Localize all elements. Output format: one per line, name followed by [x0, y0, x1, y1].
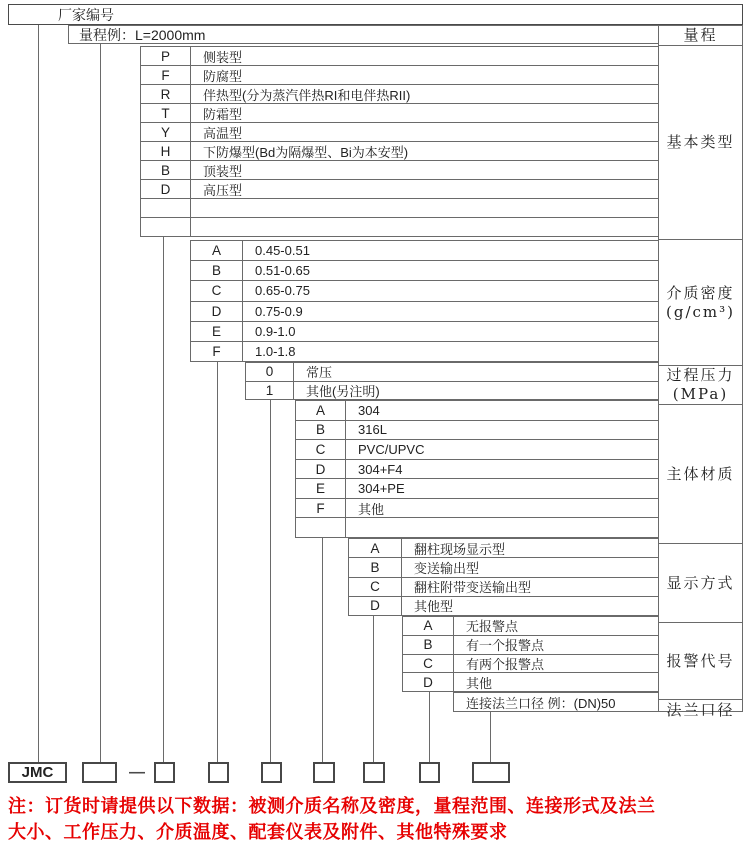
section-flange [453, 692, 658, 712]
connector-line-display [373, 616, 374, 762]
code-box-3 [208, 762, 229, 783]
spec-row [141, 161, 658, 180]
section-alarm [402, 616, 658, 692]
range-row [68, 25, 658, 44]
manufacturer-label: 厂家编号 [58, 6, 114, 23]
spec-value-cell: 316L [358, 422, 387, 438]
connector-line-basic_type [163, 237, 164, 762]
model-code-box: JMC [8, 762, 67, 783]
spec-value-cell: 连接法兰口径 例：(DN)50 [466, 695, 616, 711]
spec-row [403, 636, 658, 655]
spec-row [191, 302, 658, 322]
spec-row [141, 218, 658, 237]
spec-value-cell: 0.45-0.51 [255, 243, 310, 259]
category-label-text: 主体材质 [666, 464, 735, 483]
spec-row [349, 558, 658, 577]
spec-row [349, 539, 658, 558]
category-label-display [659, 544, 742, 623]
spec-code-cell: B [349, 558, 402, 576]
spec-code-cell: H [141, 142, 191, 160]
connector-line-manufacturer [38, 25, 39, 762]
spec-value-cell [191, 199, 658, 217]
spec-value-cell: 304+PE [358, 481, 405, 497]
spec-value-cell: 防霜型 [203, 106, 243, 122]
spec-row [296, 460, 658, 480]
category-label-flange [659, 700, 742, 720]
code-separator-dash: — [129, 763, 145, 781]
connector-line-pressure [270, 400, 271, 762]
category-label-text: (MPa) [672, 385, 729, 403]
spec-value-cell: 有一个报警点 [466, 638, 545, 654]
spec-row [141, 85, 658, 104]
code-box-8 [472, 762, 510, 783]
spec-code-cell: E [296, 479, 346, 498]
spec-code-cell [141, 199, 191, 217]
spec-row [296, 401, 658, 421]
spec-value-cell: 0.65-0.75 [255, 283, 310, 299]
spec-code-cell: B [296, 421, 346, 440]
spec-row [403, 655, 658, 674]
section-material [295, 400, 658, 538]
spec-row [141, 104, 658, 123]
category-label-column [658, 25, 743, 719]
spec-value-cell: 304 [358, 402, 380, 418]
spec-row [349, 597, 658, 616]
spec-value-cell: 无报警点 [466, 619, 519, 635]
spec-row [246, 363, 658, 382]
spec-value-cell: 变送输出型 [414, 560, 480, 576]
spec-value-cell [191, 218, 658, 236]
spec-code-cell: A [403, 617, 454, 635]
connector-line-material [322, 538, 323, 762]
spec-code-cell: 0 [246, 363, 294, 381]
connector-line-flange [490, 712, 491, 762]
spec-value-cell: 常压 [306, 365, 333, 381]
category-label-alarm [659, 623, 742, 700]
spec-row [141, 47, 658, 66]
section-density [190, 240, 658, 362]
spec-value-cell: 下防爆型(Bd为隔爆型、Bi为本安型) [203, 144, 409, 160]
spec-code-cell: D [296, 460, 346, 479]
spec-code-cell: F [296, 499, 346, 518]
spec-code-cell: B [403, 636, 454, 654]
connector-line-alarm [429, 692, 430, 762]
spec-row [141, 123, 658, 142]
spec-code-cell: E [191, 322, 243, 341]
spec-row [191, 342, 658, 362]
code-box-7 [419, 762, 440, 783]
category-label-text: 量程 [683, 26, 718, 45]
spec-code-cell: A [349, 539, 402, 557]
category-label-text: 法兰口径 [666, 700, 735, 719]
spec-code-cell: C [296, 440, 346, 459]
spec-value-cell [346, 518, 658, 537]
spec-value-cell: 翻柱附带变送输出型 [414, 580, 532, 596]
spec-row [141, 66, 658, 85]
spec-value-cell: 其他(另注明) [306, 383, 380, 399]
spec-row [296, 421, 658, 441]
category-label-material [659, 405, 742, 544]
code-box-4 [261, 762, 282, 783]
spec-row [246, 382, 658, 401]
spec-code-cell: P [141, 47, 191, 65]
spec-code-cell: C [349, 578, 402, 596]
code-box-5 [313, 762, 335, 783]
spec-code-cell: B [141, 161, 191, 179]
spec-row [141, 180, 658, 199]
spec-code-cell: C [191, 281, 243, 300]
spec-value-cell: 有两个报警点 [466, 656, 545, 672]
spec-code-cell: D [141, 180, 191, 198]
order-note-line1: 注：订货时请提供以下数据：被测介质名称及密度，量程范围、连接形式及法兰 [8, 796, 656, 816]
spec-value-cell: 防腐型 [203, 68, 243, 84]
category-label-pressure [659, 366, 742, 405]
section-display [348, 538, 658, 616]
spec-value-cell: 翻柱现场显示型 [414, 541, 506, 557]
spec-code-cell: D [191, 302, 243, 321]
spec-value-cell: 1.0-1.8 [255, 343, 296, 359]
section-pressure [245, 362, 658, 400]
category-label-density [659, 240, 742, 366]
spec-row [141, 199, 658, 218]
code-box-1 [82, 762, 117, 783]
spec-code-cell: F [141, 66, 191, 84]
spec-code-cell: A [191, 241, 243, 260]
spec-value-cell: 顶装型 [203, 163, 243, 179]
section-basic_type [140, 46, 658, 237]
spec-code-cell: D [403, 673, 454, 691]
code-box-2 [154, 762, 175, 783]
category-label-text: 基本类型 [666, 133, 735, 152]
category-label-text: 显示方式 [666, 573, 735, 592]
spec-value-cell: 0.75-0.9 [255, 303, 303, 319]
spec-value-cell: 0.9-1.0 [255, 323, 296, 339]
spec-row [191, 281, 658, 301]
category-label-text: 报警代号 [666, 651, 735, 670]
category-label-basic_type [659, 46, 742, 240]
manufacturer-row [8, 4, 743, 25]
spec-row [454, 693, 658, 712]
spec-value-cell: 304+F4 [358, 461, 403, 477]
spec-code-cell [141, 218, 191, 236]
spec-code-cell: C [403, 655, 454, 673]
category-label-text: 过程压力 [666, 366, 735, 385]
spec-row [403, 673, 658, 692]
spec-value-cell: 伴热型(分为蒸汽伴热RI和电伴热RII) [203, 87, 411, 103]
spec-row [296, 499, 658, 519]
spec-code-cell: F [191, 342, 243, 361]
spec-row [296, 479, 658, 499]
spec-value-cell: 高温型 [203, 125, 243, 141]
spec-code-cell: T [141, 104, 191, 122]
spec-row [191, 241, 658, 261]
spec-row [296, 518, 658, 538]
code-box-6 [363, 762, 385, 783]
spec-code-cell: R [141, 85, 191, 103]
spec-code-cell: Y [141, 123, 191, 141]
spec-value-cell: PVC/UPVC [358, 441, 425, 457]
spec-row [191, 322, 658, 342]
spec-row [403, 617, 658, 636]
spec-code-cell: B [191, 261, 243, 280]
spec-value-cell: 0.51-0.65 [255, 263, 310, 279]
connector-line-density [217, 362, 218, 762]
spec-code-cell [296, 518, 346, 537]
category-label-text: (g/cm³) [666, 302, 735, 321]
spec-code-cell: D [349, 597, 402, 615]
spec-value-cell: 其他 [466, 675, 493, 691]
spec-code-cell: 1 [246, 382, 294, 400]
connector-line-range [100, 44, 101, 762]
spec-value-cell: 侧装型 [203, 49, 243, 65]
category-label-text: 介质密度 [666, 283, 735, 302]
range-example-label: 量程例：L=2000mm [79, 26, 206, 43]
spec-value-cell: 高压型 [203, 182, 243, 198]
spec-row [296, 440, 658, 460]
spec-value-cell: 其他型 [414, 599, 454, 615]
category-label-range [659, 26, 742, 46]
spec-code-cell: A [296, 401, 346, 420]
order-note-line2: 大小、工作压力、介质温度、配套仪表及附件、其他特殊要求 [8, 822, 508, 842]
spec-value-cell: 其他 [358, 501, 385, 517]
spec-row [191, 261, 658, 281]
spec-row [349, 578, 658, 597]
spec-row [141, 142, 658, 161]
